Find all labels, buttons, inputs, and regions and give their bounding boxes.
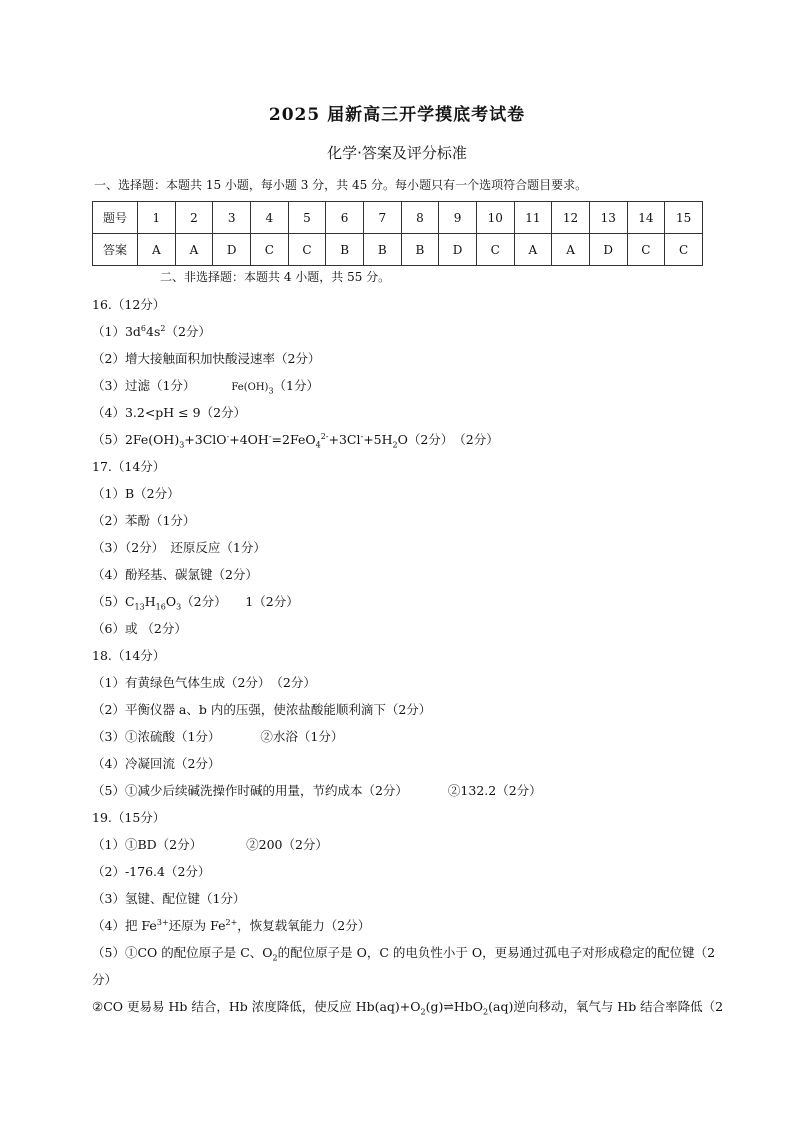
answer-line: （4）3.2<pH ≤ 9（2分） [92,405,247,420]
answer-lines [92,291,732,1020]
answer-line: $(5)C_{13}H_{16}O_3(2$分） 1（2分） [92,594,299,612]
answer-line: （1）①BD（2分） ②200（2分） [92,837,328,852]
question-number: 7 [363,202,401,234]
answer-cell: C [627,234,665,266]
answer-line: （3）过滤（1分） $Fe(OH)_3(1$分） [92,378,319,396]
answer-table [92,201,703,266]
answer-cell: A [552,234,590,266]
question-number: 9 [439,202,477,234]
table-header-question: 题号 [93,202,138,234]
answer-cell: B [363,234,401,266]
question-number: 3 [213,202,251,234]
answer-line: （3）氢键、配位键（1分） [92,891,246,906]
answer-line: （3）①浓硫酸（1分） ②水浴（1分） [92,729,344,744]
answer-line: （2）增大接触面积加快酸浸速率（2分） [92,351,321,366]
table-row-question-numbers [93,202,703,234]
question-number: 5 [288,202,326,234]
table-row-answers [93,234,703,266]
answer-line: （4）酚羟基、碳氯键（2分） [92,567,258,582]
answer-line: （2）平衡仪器 a、b 内的压强，使浓盐酸能顺利滴下（2分） [92,702,432,717]
question-number: 12 [552,202,590,234]
document-subtitle: 化学·答案及评分标准 [327,144,467,162]
question-number: 8 [401,202,439,234]
section-heading-multiple-choice: 一、选择题：本题共 15 小题，每小题 3 分，共 45 分。每小题只有一个选项符合题目要求。 [94,178,588,192]
answer-cell: C [476,234,514,266]
answer-cell: B [401,234,439,266]
table-header-answer: 答案 [93,234,138,266]
answer-cell: C [288,234,326,266]
question-heading-19: 19.（15分） [92,810,166,825]
question-number: 10 [476,202,514,234]
question-number: 2 [175,202,213,234]
question-number: 13 [589,202,627,234]
answer-cell: D [439,234,477,266]
answer-line: $(1)3d^64s^2(2$分） [92,323,211,339]
question-heading-16: 16.（12分） [92,297,166,312]
question-number: 11 [514,202,552,234]
answer-line: ②CO 更易易 Hb 结合，Hb 浓度降低，使反应 $Hb(aq)+O_2(g)\rightleftharpoons HbO_2(aq)$逆向移动，氧气与 Hb 结合率降低（2 [92,999,724,1017]
answer-line: （3）（2分） 还原反应（1分） [92,540,266,555]
answer-line: $(5)2Fe(OH)_3+3ClO^-+4OH^-=2FeO_4^{2-}+3Cl^-+5H_2O(2$分） （2分） [92,431,499,450]
answer-cell: D [213,234,251,266]
answer-line: （5）①CO 的配位原子是 C、$O_2$的配位原子是 O，C 的电负性小于 O，更易通过孤电子对形成稳定的配位键（2分） [92,945,716,987]
answer-cell: A [138,234,176,266]
question-number: 14 [627,202,665,234]
answer-line: （4）把 $Fe^{3+}$还原为 $Fe^{2+}$，恢复载氧能力（2分） [92,917,371,933]
document-title: 2025 届新高三开学摸底考试卷 [268,105,526,125]
question-number: 1 [138,202,176,234]
answer-line: （1）有黄绿色气体生成（2分） （2分） [92,675,316,690]
answer-cell: D [589,234,627,266]
answer-cell: A [175,234,213,266]
answer-cell: C [665,234,703,266]
answer-cell: C [250,234,288,266]
answer-line: （1）B（2分） [92,486,180,501]
answer-line: （5）①减少后续碱洗操作时碱的用量，节约成本（2分） ②132.2（2分） [92,783,542,798]
question-number: 15 [665,202,703,234]
question-heading-18: 18.（14分） [92,648,166,663]
question-number: 6 [326,202,364,234]
answer-line: （4）冷凝回流（2分） [92,756,221,771]
question-number: 4 [250,202,288,234]
answer-line: （6）或 （2分） [92,621,187,636]
section-heading-non-choice: 二、非选择题：本题共 4 小题，共 55 分。 [160,270,391,284]
question-heading-17: 17.（14分） [92,459,166,474]
answer-line: （2）-176.4（2分） [92,864,211,879]
answer-cell: B [326,234,364,266]
answer-cell: A [514,234,552,266]
answer-line: （2）苯酚（1分） [92,513,196,528]
